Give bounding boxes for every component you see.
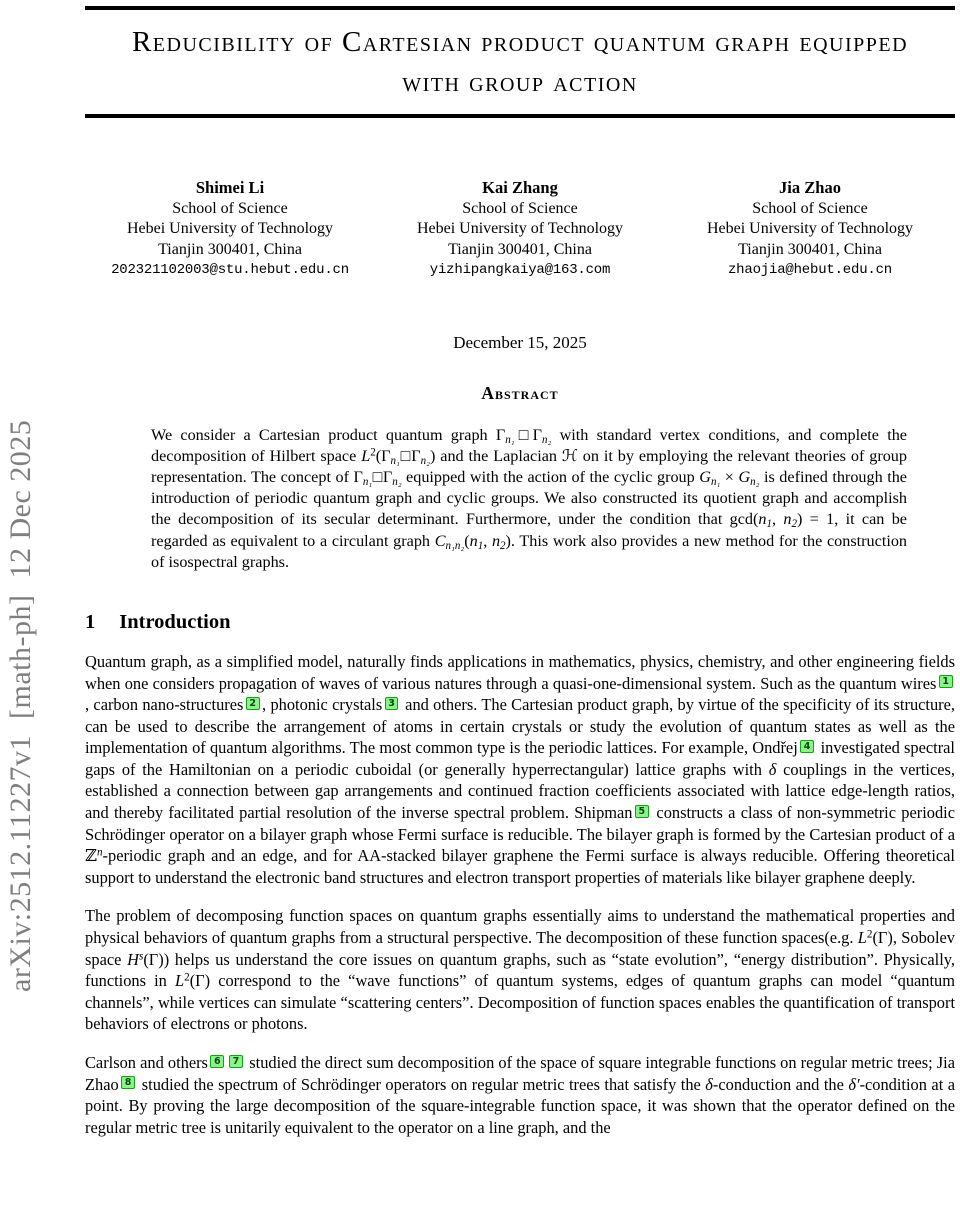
paragraph-1: Quantum graph, as a simplified model, naturally finds applications in mathematics, physics, chemistry, and other engineering fields when one considers propagation of waves of various natures through a quasi-one-dimensional system. Such as the quantum wires 1, carbon nano-structures 2 , photonic crystals 3 and others. The Cartesian product graph, by virtue of the specificity of its structure, can be used to describe the arrangement of atoms in certain crystals or study the evolution of quantum states as well as the implementation of quantum algorithms. The most common type is the periodic lattices. For example, Ondřej 4 investigated spectral gaps of the Hamiltonian on a periodic cuboidal (or generally hyperrectangular) lattice graphs with δ couplings in the vertices, established a connection between gap arrangements and continued fraction coefficients associated with lattice edge-length ratios, and thereby facilitated partial resolution of the inverse spectral problem. Shipman 5 constructs a class of non-symmetric periodic Schrödinger operator on a bilayer graph whose Fermi surface is reducible. The bilayer graph is formed by the Cartesian product of a ℤ$^n$-periodic graph and an edge, and for AA-stacked bilayer graphene the Fermi surface is always reducible. Offering theoretical support to understand the electronic band structures and electron transport properties of materials like bilayer graphene deeply.: [85, 651, 955, 887]
author-city: Tianjin 300401, China: [158, 240, 302, 258]
section-number: 1: [85, 610, 96, 633]
author-email: 202321102003@stu.hebut.edu.cn: [111, 262, 349, 278]
citation-ref-8[interactable]: 8: [121, 1076, 135, 1089]
author-city: Tianjin 300401, China: [738, 240, 882, 258]
citation-ref-2[interactable]: 2: [246, 697, 260, 710]
citation-ref-3[interactable]: 3: [385, 697, 399, 710]
citation-ref-7[interactable]: 7: [229, 1055, 243, 1068]
abstract-text: We consider a Cartesian product quantum graph $\Gamma_{n_1}□\Gamma_{n_2}$ with standard vertex conditions, and complete the decomposition of Hilbert space $L^2(\Gamma_{n_1}□\Gamma_{n_2})$ and the Laplacian ℋ on it by employing the relevant theories of group representation. The concept of $\Gamma_{n_1}□\Gamma_{n_2}$ equipped with the action of the cyclic group $G_{n_1} \times G_{n_2}$ is defined through the introduction of periodic quantum graph and cyclic groups. We also constructed its quotient graph and accomplish the decomposition of its secular determinant. Furthermore, under the condition that $\gcd(n_1$, $n_2) = 1$, it can be regarded as equivalent to a circulant graph $C_{n_1n_2}(n_1$, $n_2$). This work also provides a new method for the construction of isospectral graphs.: [151, 425, 908, 571]
author-university: Hebei University of Technology: [416, 220, 624, 237]
author-name: Kai Zhang: [482, 178, 558, 197]
section-heading-introduction: [85, 611, 955, 634]
author-department: School of Science: [462, 199, 578, 217]
citation-ref-6[interactable]: 6: [210, 1055, 224, 1068]
author-department: School of Science: [752, 199, 868, 217]
paper-title-line1: Reducibility of Cartesian product quantum graph equipped: [131, 26, 909, 58]
section-title: Introduction: [119, 610, 231, 633]
author-city: Tianjin 300401, China: [448, 240, 592, 258]
paragraph-2: The problem of decomposing function spaces on quantum graphs essentially aims to understand the mathematical properties and physical behaviors of quantum graphs from a structural perspective. The decomposition of these function spaces(e.g. $L^2(\Gamma)$, Sobolev space $H^s(\Gamma)$) helps us understand the core issues on quantum graphs, such as “state evolution”, “energy distribution”. Physically, functions in $L^2(\Gamma)$ correspond to the “wave functions” of quantum systems, edges of quantum graphs can model “quantum channels”, while vertices can simulate “scattering centers”. Decomposition of function spaces enables the quantification of transport behaviors of electrons or photons.: [85, 906, 956, 1034]
author-university: Hebei University of Technology: [706, 220, 914, 237]
page: [0, 6, 960, 1206]
paragraph-3: Carlson and others 6 7 studied the direct sum decomposition of the space of square integrable functions on regular metric trees; Jia Zhao 8 studied the spectrum of Schrödinger operators on regular metric trees that satisfy the δ-conduction and the δ′-condition at a point. By proving the large decomposition of the square-integrable function space, it was shown that the operator defined on the regular metric tree is unitarily equivalent to the operator on a line graph, and the: [85, 1053, 956, 1137]
arxiv-watermark: arXiv:2512.11227v1 [math-ph] 12 Dec 2025: [4, 419, 37, 992]
author-2: [375, 178, 665, 281]
abstract-heading: Abstract: [481, 382, 559, 403]
citation-ref-4[interactable]: 4: [800, 740, 814, 753]
author-email: zhaojia@hebut.edu.cn: [727, 262, 893, 278]
page-content: [85, 6, 955, 1138]
author-name: Jia Zhao: [779, 178, 841, 197]
header-rule-bottom: [85, 114, 955, 118]
citation-ref-1[interactable]: 1: [939, 675, 953, 688]
author-email: yizhipangkaiya@163.com: [429, 262, 611, 278]
author-1: [85, 178, 375, 281]
citation-ref-5[interactable]: 5: [635, 805, 649, 818]
author-university: Hebei University of Technology: [126, 220, 334, 237]
paper-date: December 15, 2025: [453, 332, 587, 352]
paper-title: [85, 10, 955, 114]
author-department: School of Science: [172, 199, 288, 217]
paper-title-line2: with group action: [402, 66, 638, 98]
author-name: Shimei Li: [195, 178, 265, 197]
author-3: [665, 178, 955, 281]
author-block: [85, 178, 955, 281]
